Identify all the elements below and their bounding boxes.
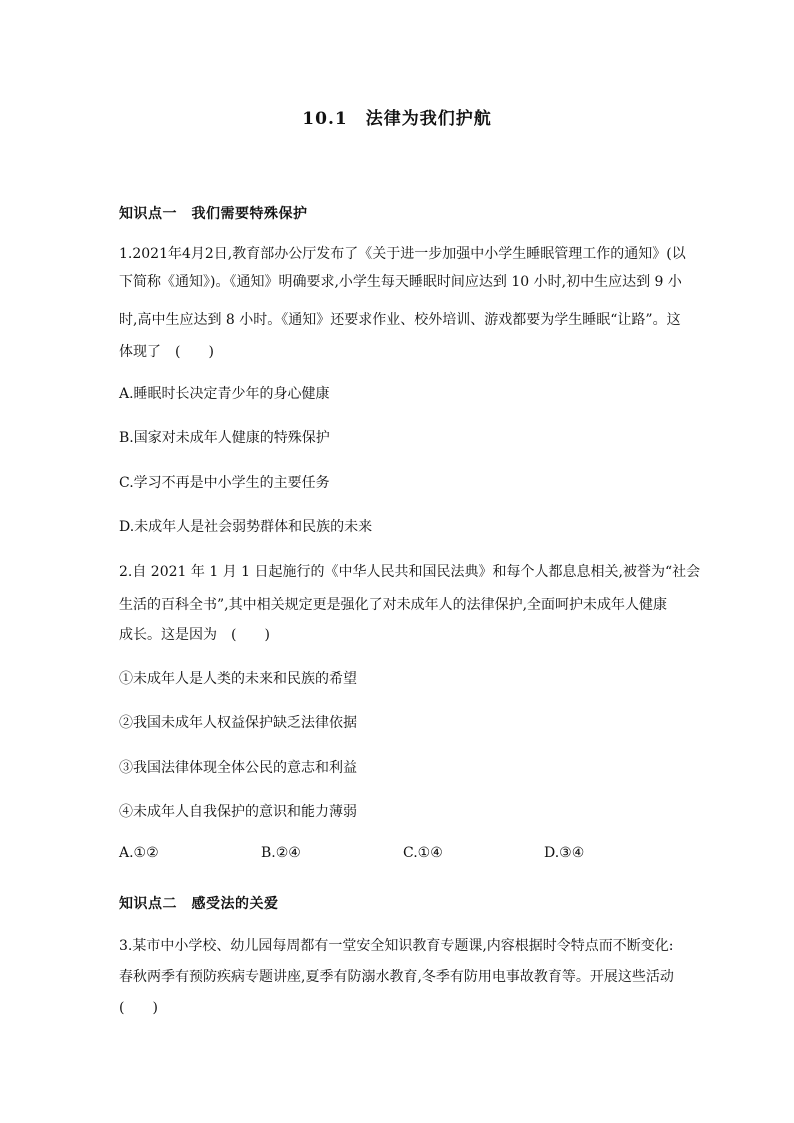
q2-options-row	[119, 845, 679, 867]
q1-option-a: A.睡眠时长决定青少年的身心健康	[119, 386, 330, 402]
q1-line-1: 1.2021年4月2日,教育部办公厅发布了《关于进一步加强中小学生睡眠管理工作的通知》(以	[119, 246, 686, 262]
q2-statement-2: ②我国未成年人权益保护缺乏法律依据	[119, 715, 357, 731]
q3-line-1: 3.某市中小学校、幼儿园每周都有一堂安全知识教育专题课,内容根据时令特点而不断变化:	[119, 938, 674, 954]
q1-line-2: 下简称《通知》)。《通知》明确要求,小学生每天睡眠时间应达到 10 小时,初中生应达到 9 小	[119, 274, 682, 290]
q1-option-c: C.学习不再是中小学生的主要任务	[119, 475, 330, 491]
q2-option-a: A.①②	[119, 845, 159, 861]
q1-line-4: 体现了 ( )	[119, 344, 214, 360]
q2-statement-1: ①未成年人是人类的未来和民族的希望	[119, 671, 357, 687]
q2-option-c: C.①④	[403, 845, 443, 861]
q2-line-2: 生活的百科全书”,其中相关规定更是强化了对未成年人的法律保护,全面呵护未成年人健康	[119, 597, 668, 613]
q3-line-3: ( )	[119, 1000, 158, 1016]
section-heading-1: 知识点一 我们需要特殊保护	[119, 206, 308, 222]
page-title: 10.1 法律为我们护航	[302, 109, 492, 129]
q2-option-b: B.②④	[261, 845, 301, 861]
q3-line-2: 春秋两季有预防疾病专题讲座,夏季有防溺水教育,冬季有防用电事故教育等。开展这些活动	[119, 969, 674, 985]
q2-line-1: 2.自 2021 年 1 月 1 日起施行的《中华人民共和国民法典》和每个人都息息相关,被誉为“社会	[119, 564, 701, 580]
q1-option-b: B.国家对未成年人健康的特殊保护	[119, 430, 330, 446]
q2-statement-4: ④未成年人自我保护的意识和能力薄弱	[119, 804, 357, 820]
section-heading-2: 知识点二 感受法的关爱	[119, 896, 279, 912]
q1-option-d: D.未成年人是社会弱势群体和民族的未来	[119, 519, 373, 535]
q1-line-3: 时,高中生应达到 8 小时。《通知》还要求作业、校外培训、游戏都要为学生睡眠“让路”。这	[119, 312, 681, 328]
q2-option-d: D.③④	[544, 845, 585, 861]
q2-statement-3: ③我国法律体现全体公民的意志和利益	[119, 760, 357, 776]
q2-line-3: 成长。这是因为 ( )	[119, 627, 270, 643]
